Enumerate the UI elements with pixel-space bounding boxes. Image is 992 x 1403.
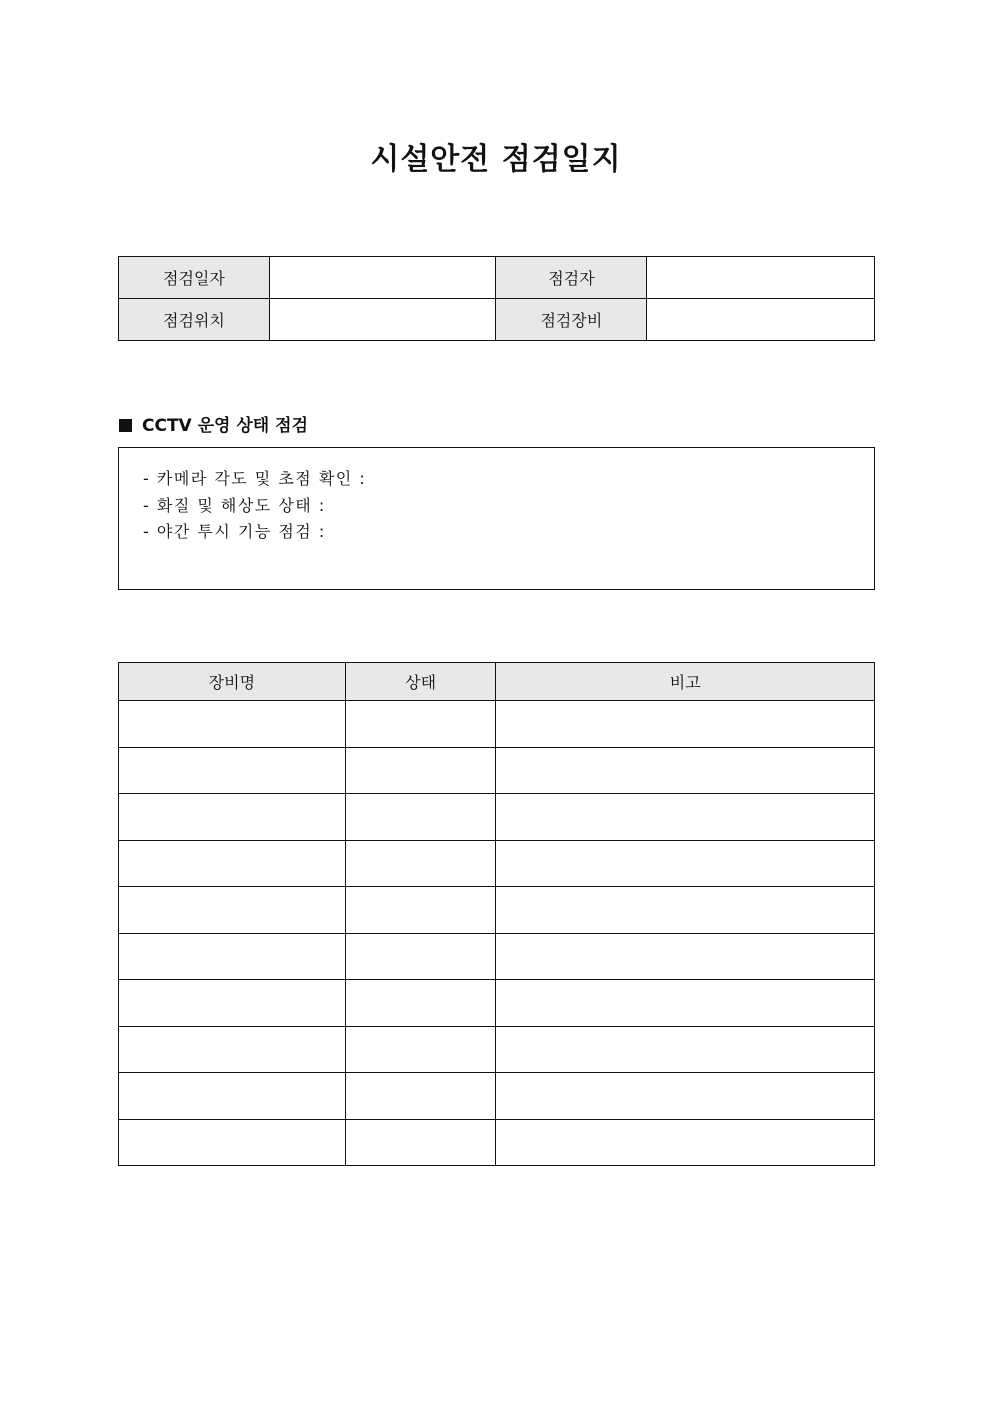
status-cell[interactable] [345, 701, 496, 748]
equipment-name-cell[interactable] [119, 1026, 346, 1073]
status-cell[interactable] [345, 840, 496, 887]
remarks-cell[interactable] [496, 1073, 875, 1120]
inspection-location-label: 점검위치 [119, 299, 270, 341]
table-row [119, 980, 875, 1027]
black-square-icon [119, 419, 132, 432]
table-row [119, 747, 875, 794]
inspection-equipment-field[interactable] [647, 299, 875, 341]
column-header-status: 상태 [345, 663, 496, 701]
document-title: 시설안전 점검일지 [370, 142, 622, 177]
equipment-name-cell[interactable] [119, 840, 346, 887]
checklist-item-night-vision: - 야간 투시 기능 점검 : [143, 522, 326, 541]
info-table [118, 256, 875, 341]
table-row [119, 840, 875, 887]
status-cell[interactable] [345, 747, 496, 794]
equipment-table-header [119, 663, 875, 701]
table-row [119, 794, 875, 841]
status-cell[interactable] [345, 1073, 496, 1120]
table-row [119, 701, 875, 748]
info-row [119, 299, 875, 341]
equipment-name-cell[interactable] [119, 794, 346, 841]
remarks-cell[interactable] [496, 887, 875, 934]
equipment-table [118, 662, 875, 1166]
remarks-cell[interactable] [496, 933, 875, 980]
info-row [119, 257, 875, 299]
inspection-equipment-label: 점검장비 [496, 299, 647, 341]
inspector-label: 점검자 [496, 257, 647, 299]
status-cell[interactable] [345, 933, 496, 980]
status-cell[interactable] [345, 1026, 496, 1073]
equipment-name-cell[interactable] [119, 1119, 346, 1166]
equipment-name-cell[interactable] [119, 1073, 346, 1120]
equipment-name-cell[interactable] [119, 933, 346, 980]
section-heading-text: CCTV 운영 상태 점검 [142, 416, 308, 436]
checklist [119, 448, 874, 546]
status-cell[interactable] [345, 794, 496, 841]
status-cell[interactable] [345, 887, 496, 934]
inspection-date-label: 점검일자 [119, 257, 270, 299]
checklist-item-image-quality: - 화질 및 해상도 상태 : [143, 495, 326, 515]
table-row [119, 1119, 875, 1166]
table-row [119, 1026, 875, 1073]
equipment-name-cell[interactable] [119, 747, 346, 794]
column-header-equipment-name: 장비명 [119, 663, 346, 701]
table-row [119, 1073, 875, 1120]
checklist-item-camera-angle: - 카메라 각도 및 초점 확인 : [143, 469, 367, 488]
remarks-cell[interactable] [496, 840, 875, 887]
inspector-field[interactable] [647, 257, 875, 299]
inspection-date-field[interactable] [269, 257, 496, 299]
column-header-remarks: 비고 [496, 663, 875, 701]
remarks-cell[interactable] [496, 1026, 875, 1073]
section-heading [119, 411, 308, 436]
remarks-cell[interactable] [496, 747, 875, 794]
equipment-name-cell[interactable] [119, 887, 346, 934]
remarks-cell[interactable] [496, 701, 875, 748]
status-cell[interactable] [345, 980, 496, 1027]
inspection-location-field[interactable] [269, 299, 496, 341]
remarks-cell[interactable] [496, 980, 875, 1027]
table-row [119, 887, 875, 934]
equipment-name-cell[interactable] [119, 701, 346, 748]
equipment-name-cell[interactable] [119, 980, 346, 1027]
status-cell[interactable] [345, 1119, 496, 1166]
table-row [119, 933, 875, 980]
remarks-cell[interactable] [496, 1119, 875, 1166]
remarks-cell[interactable] [496, 794, 875, 841]
cctv-checklist-box[interactable] [118, 447, 875, 590]
